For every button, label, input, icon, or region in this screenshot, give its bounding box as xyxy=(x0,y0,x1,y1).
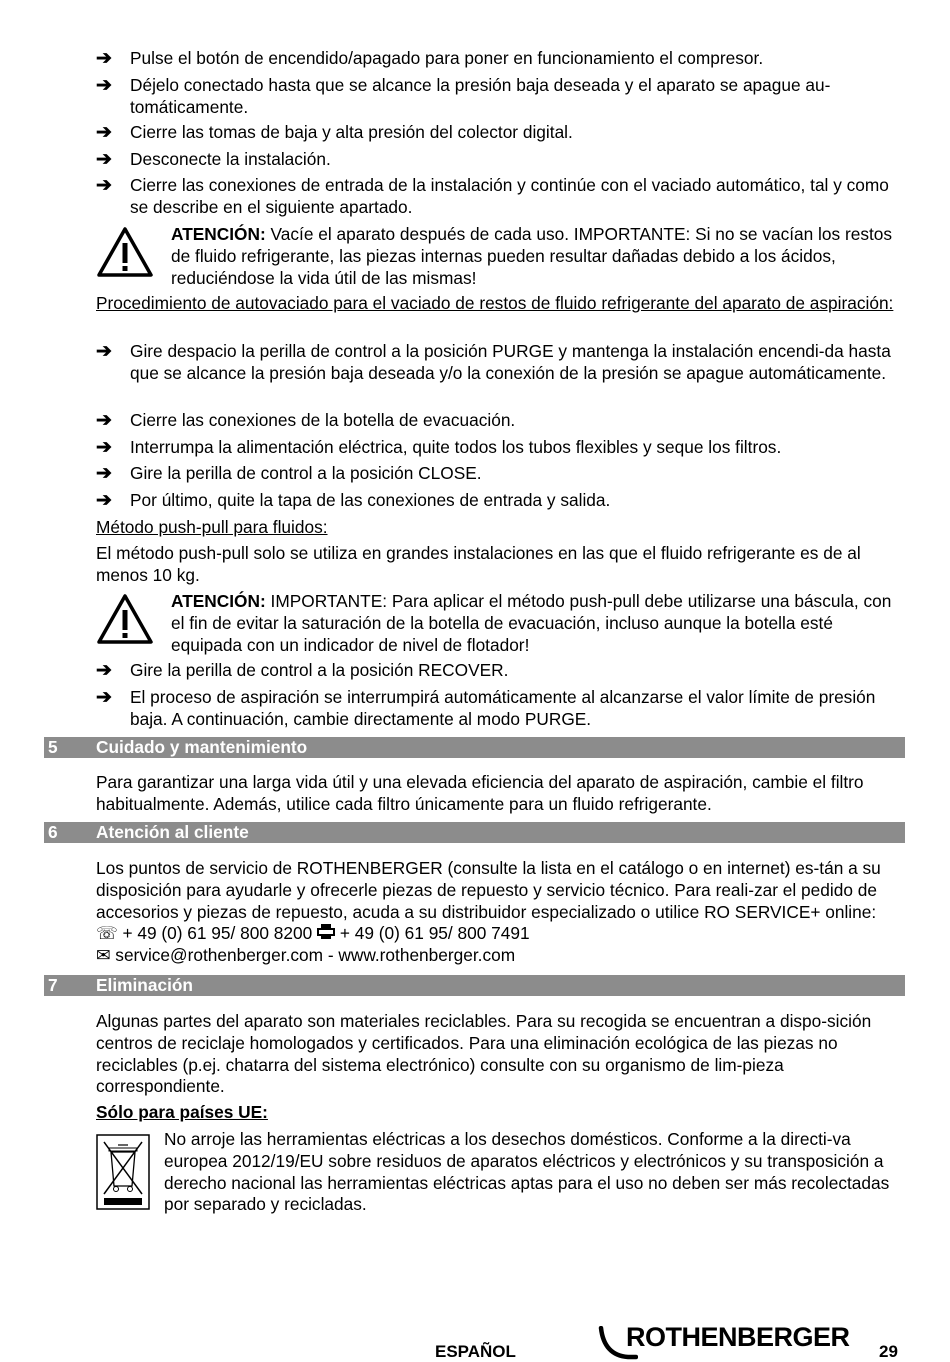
section-title: Cuidado y mantenimiento xyxy=(96,737,308,757)
warning-triangle-icon xyxy=(96,226,154,278)
bullet-text: Cierre las conexiones de entrada de la instalación y continúe con el vaciado automático, tal y como se describe en el siguiente apartado. xyxy=(130,175,889,217)
arrow-right-icon: ➔ xyxy=(96,149,112,170)
list-item xyxy=(96,490,896,512)
fax-icon xyxy=(317,924,335,940)
section-6-text xyxy=(96,858,896,967)
list-item xyxy=(96,463,896,485)
list-item xyxy=(96,341,896,385)
warning-triangle-icon xyxy=(96,593,154,645)
procedure-heading: Procedimiento de autovaciado para el vaciado de restos de fluido refrigerante del aparato de aspiración: xyxy=(96,293,894,313)
section-5-text: Para garantizar una larga vida útil y una elevada eficiencia del aparato de aspiración, cambie el filtro habitualmente. Además, utilice cada filtro únicamente para un fluido refrigerante. xyxy=(96,772,864,814)
arrow-right-icon: ➔ xyxy=(96,341,112,362)
bullet-text: Gire la perilla de control a la posición RECOVER. xyxy=(130,660,509,680)
warning-block xyxy=(96,591,896,656)
arrow-right-icon: ➔ xyxy=(96,122,112,143)
list-item xyxy=(96,437,896,459)
service-text: Los puntos de servicio de ROTHENBERGER (consulte la lista en el catálogo o en internet) es-tán a su disposición para ayudarle y ofrecerle piezas de repuesto y servicio técnico. Para reali-zar el pedido de accesorios y piezas de repuesto, acuda a su distribuidor especializado o utilice RO SERVICE+ online: xyxy=(96,858,881,922)
arrow-right-icon: ➔ xyxy=(96,75,112,96)
bullet-text: Gire la perilla de control a la posición CLOSE. xyxy=(130,463,482,483)
brand-logo xyxy=(598,1322,853,1362)
warning-label: ATENCIÓN: xyxy=(171,591,266,611)
section-number: 6 xyxy=(48,822,58,842)
bullet-text: Pulse el botón de encendido/apagado para poner en funcionamiento el compresor. xyxy=(130,48,764,68)
arrow-right-icon: ➔ xyxy=(96,463,112,484)
bullet-text: El proceso de aspiración se interrumpirá automáticamente al alcanzarse el valor límite de presión baja. A continuación, cambie directamente al modo PURGE. xyxy=(130,687,876,729)
arrow-right-icon: ➔ xyxy=(96,687,112,708)
list-item xyxy=(96,175,896,219)
section-7-text: Algunas partes del aparato son materiales reciclables. Para su recogida se encuentran a dispo-sición centros de reciclaje homologados y certificados. Para una eliminación ecológica de las piezas no reciclables (p.ej. chatarra del sistema electrónico) consulte con su organismo de lim-pieza correspondiente. xyxy=(96,1011,872,1097)
arrow-right-icon: ➔ xyxy=(96,490,112,511)
list-item xyxy=(96,660,896,682)
eu-heading: Sólo para países UE: xyxy=(96,1102,268,1122)
phone-number: + 49 (0) 61 95/ 800 8200 xyxy=(122,923,313,944)
bullet-text: Interrumpa la alimentación eléctrica, quite todos los tubos flexibles y seque los filtros. xyxy=(130,437,782,457)
bullet-text: Desconecte la instalación. xyxy=(130,149,331,169)
list-item xyxy=(96,687,896,731)
bullet-text: Gire despacio la perilla de control a la posición PURGE y mantenga la instalación encendi-da hasta que se alcance la presión baja deseada y/o la conexión de la presión se apague automáticamente. xyxy=(130,341,891,383)
section-number: 7 xyxy=(48,975,58,995)
section-header-5 xyxy=(44,737,905,758)
warning-label: ATENCIÓN: xyxy=(171,224,266,244)
arrow-right-icon: ➔ xyxy=(96,660,112,681)
bullet-text: Cierre las conexiones de la botella de evacuación. xyxy=(130,410,516,430)
pushpull-text: El método push-pull solo se utiliza en grandes instalaciones en las que el fluido refrigerante es de al menos 10 kg. xyxy=(96,543,861,585)
bullet-text: Por último, quite la tapa de las conexiones de entrada y salida. xyxy=(130,490,611,510)
brand-name: ROTHENBERGER xyxy=(626,1322,850,1352)
crossed-bin-icon xyxy=(96,1134,150,1210)
list-item xyxy=(96,48,896,70)
section-number: 5 xyxy=(48,737,58,757)
list-item xyxy=(96,75,896,119)
arrow-right-icon: ➔ xyxy=(96,437,112,458)
list-item xyxy=(96,122,896,144)
warning-block xyxy=(96,224,896,289)
fax-number: + 49 (0) 61 95/ 800 7491 xyxy=(339,923,530,944)
phone-icon: ☏ xyxy=(96,923,118,944)
list-item xyxy=(96,410,896,432)
warning-text: IMPORTANTE: Para aplicar el método push-pull debe utilizarse una báscula, con el fin de evitar la saturación de la botella de evacuación, incluso aunque la botella esté equipada con un indicador de nivel de flotador! xyxy=(171,591,892,655)
list-item xyxy=(96,149,896,171)
footer-language: ESPAÑOL xyxy=(435,1342,516,1361)
envelope-icon: ✉ xyxy=(96,945,111,966)
eu-text: No arroje las herramientas eléctricas a los desechos domésticos. Conforme a la directi-va europea 2012/19/EU sobre residuos de aparatos eléctricos y electrónicos y su transposición a derecho nacional las herramientas eléctricas aptas para el uso no deben ser más recolectadas por separado y recicladas. xyxy=(164,1129,890,1215)
section-header-7 xyxy=(44,975,905,996)
arrow-right-icon: ➔ xyxy=(96,48,112,69)
section-title: Atención al cliente xyxy=(96,822,249,842)
page-number: 29 xyxy=(879,1342,898,1361)
bullet-text: Déjelo conectado hasta que se alcance la presión baja deseada y el aparato se apague au-tomáticamente. xyxy=(130,75,831,117)
contact-email-web: service@rothenberger.com - www.rothenberger.com xyxy=(115,945,516,966)
section-title: Eliminación xyxy=(96,975,193,995)
pushpull-heading: Método push-pull para fluidos: xyxy=(96,517,328,537)
arrow-right-icon: ➔ xyxy=(96,410,112,431)
bullet-text: Cierre las tomas de baja y alta presión del colector digital. xyxy=(130,122,573,142)
section-header-6 xyxy=(44,822,905,843)
warning-text: Vacíe el aparato después de cada uso. IMPORTANTE: Si no se vacían los restos de fluido refrigerante, las piezas internas pueden resultar dañadas debido a los ácidos, reduciéndose la vida útil de las mismas! xyxy=(171,224,893,288)
arrow-right-icon: ➔ xyxy=(96,175,112,196)
